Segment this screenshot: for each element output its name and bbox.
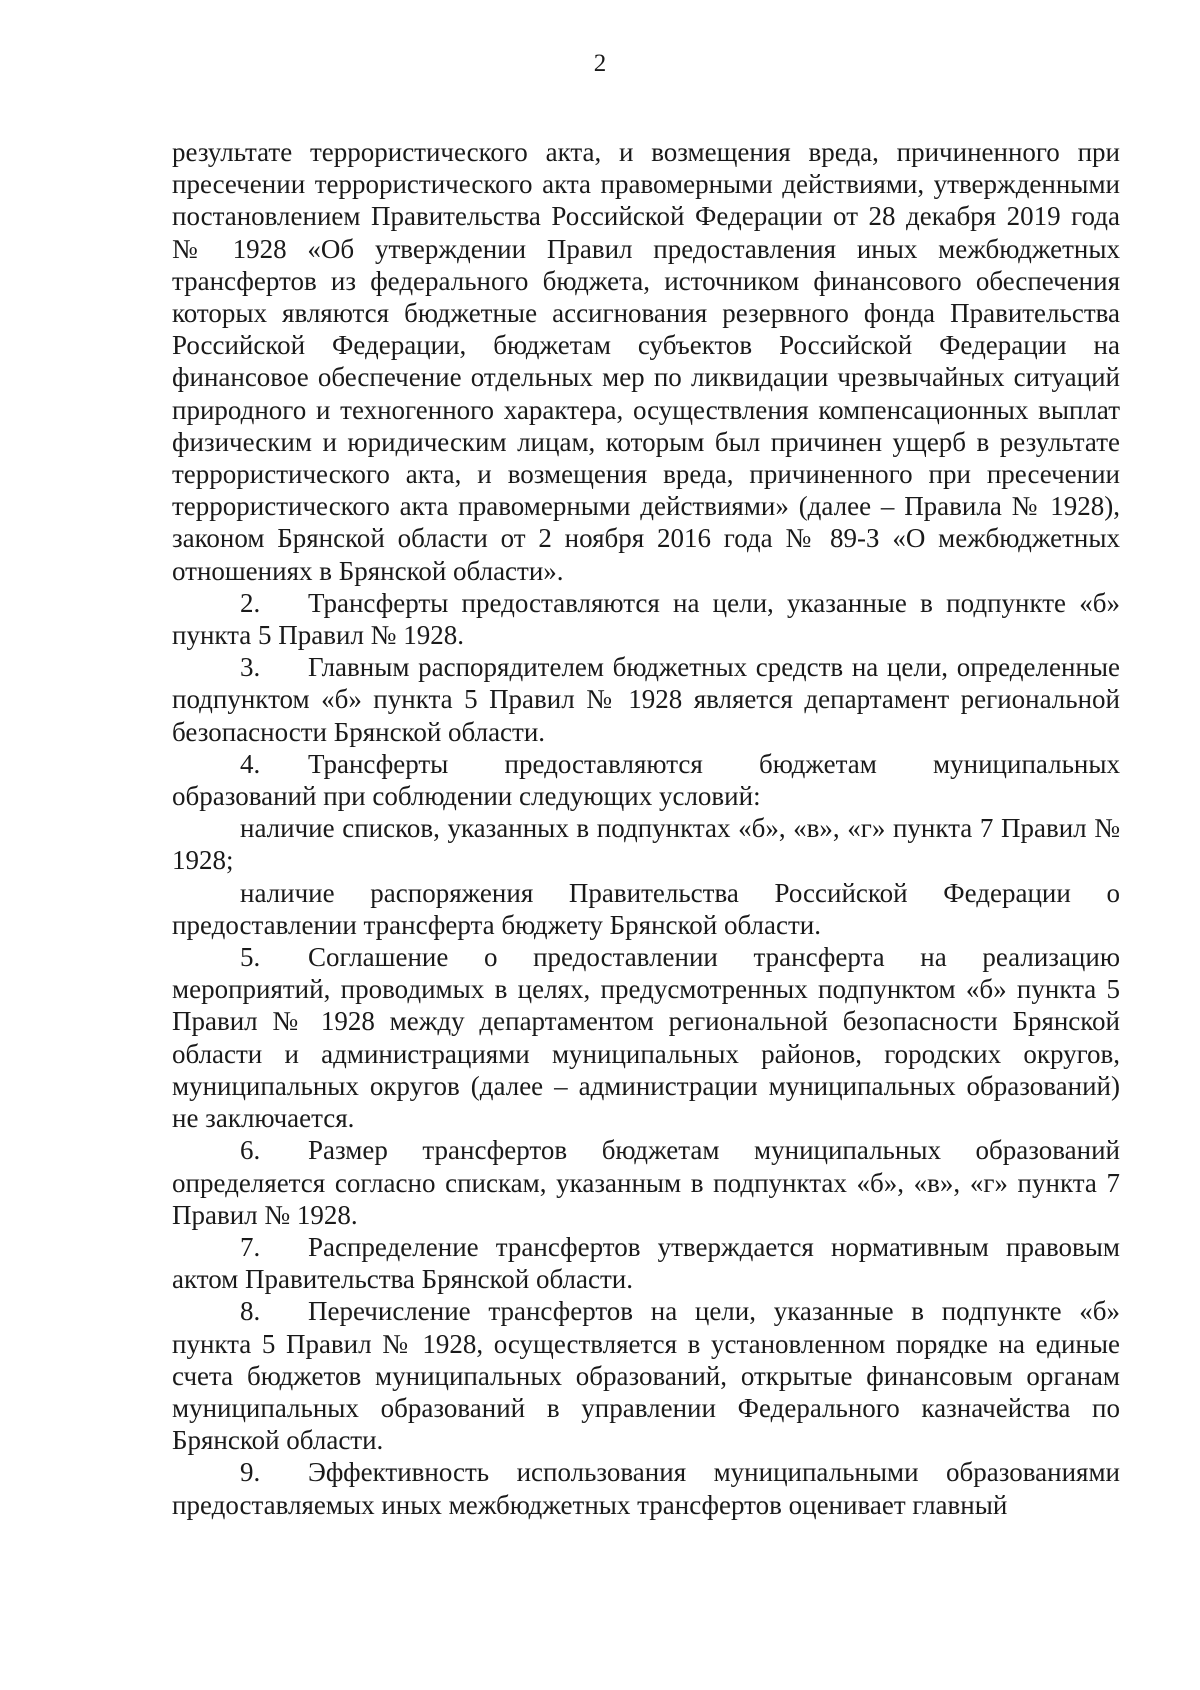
paragraph-text: Распределение трансфертов утверждается нормативным правовым актом Правительства Брянской области. xyxy=(172,1231,1120,1295)
paragraph-number: 5. xyxy=(240,942,261,973)
paragraph-4-condition-1 xyxy=(172,812,1120,876)
paragraph-9 xyxy=(172,1456,1120,1520)
paragraph-4-condition-2 xyxy=(172,877,1120,941)
paragraph-5 xyxy=(172,941,1120,1134)
paragraph-number: 6. xyxy=(240,1135,261,1166)
paragraph-3 xyxy=(172,651,1120,748)
paragraph-number: 7. xyxy=(240,1231,261,1262)
paragraph-number: 2. xyxy=(240,587,261,618)
paragraph-text: Главным распорядителем бюджетных средств на цели, определенные подпунктом «б» пункта 5 Правил № 1928 является департамент региональной безопасности Брянской области. xyxy=(172,652,1120,747)
paragraph-text: наличие распоряжения Правительства Российской Федерации о предоставлении трансферта бюджету Брянской области. xyxy=(172,877,1120,940)
paragraph-6 xyxy=(172,1134,1120,1231)
paragraph-8 xyxy=(172,1295,1120,1456)
paragraph-4 xyxy=(172,748,1120,812)
paragraph-text: Трансферты предоставляются бюджетам муниципальных образований при соблюдении следующих условий: xyxy=(172,748,1120,812)
paragraph-text: результате террористического акта, и возмещения вреда, причиненного при пресечении террористического акта правомерными действиями, утвержденными постановлением Правительства Российской Федерации от 28 декабря 2019 года № 1928 «Об утверждении Правил предоставления иных межбюджетных трансфертов из федерального бюджета, источником финансового обеспечения которых являются бюджетные ассигнования резервного фонда Правительства Российской Федерации, бюджетам субъектов Российской Федерации на финансовое обеспечение отдельных мер по ликвидации чрезвычайных ситуаций природного и техногенного характера, осуществления компенсационных выплат физическим и юридическим лицам, которым был причинен ущерб в результате террористического акта, и возмещения вреда, причиненного при пресечении террористического акта правомерными действиями» (далее – Правила № 1928), законом Брянской области от 2 ноября 2016 года № 89-З «О межбюджетных отношениях в Брянской области». xyxy=(172,137,1120,586)
page-number: 2 xyxy=(593,50,607,77)
paragraph-number: 4. xyxy=(240,748,261,779)
document-body xyxy=(172,136,1120,1521)
paragraph-number: 8. xyxy=(240,1296,261,1327)
paragraph-text: Трансферты предоставляются на цели, указанные в подпункте «б» пункта 5 Правил № 1928. xyxy=(172,587,1120,651)
paragraph-text: Перечисление трансфертов на цели, указанные в подпункте «б» пункта 5 Правил № 1928, осуществляется в установленном порядке на единые счета бюджетов муниципальных образований, открытые финансовым органам муниципальных образований в управлении Федерального казначейства по Брянской области. xyxy=(172,1296,1120,1456)
paragraph-2 xyxy=(172,587,1120,651)
paragraph-text: Соглашение о предоставлении трансферта на реализацию мероприятий, проводимых в целях, предусмотренных подпунктом «б» пункта 5 Правил № 1928 между департаментом региональной безопасности Брянской области и администрациями муниципальных районов, городских округов, муниципальных округов (далее – администрации муниципальных образований) не заключается. xyxy=(172,942,1120,1134)
paragraph-text: наличие списков, указанных в подпунктах «б», «в», «г» пункта 7 Правил № 1928; xyxy=(172,813,1120,876)
paragraph-7 xyxy=(172,1231,1120,1295)
paragraph-number: 9. xyxy=(240,1457,261,1488)
paragraph-text: Размер трансфертов бюджетам муниципальных образований определяется согласно спискам, указанным в подпунктах «б», «в», «г» пункта 7 Правил № 1928. xyxy=(172,1135,1120,1230)
paragraph-number: 3. xyxy=(240,652,261,683)
paragraph-text: Эффективность использования муниципальными образованиями предоставляемых иных межбюджетных трансфертов оценивает главный xyxy=(172,1457,1120,1520)
paragraph-continuation xyxy=(172,136,1120,587)
